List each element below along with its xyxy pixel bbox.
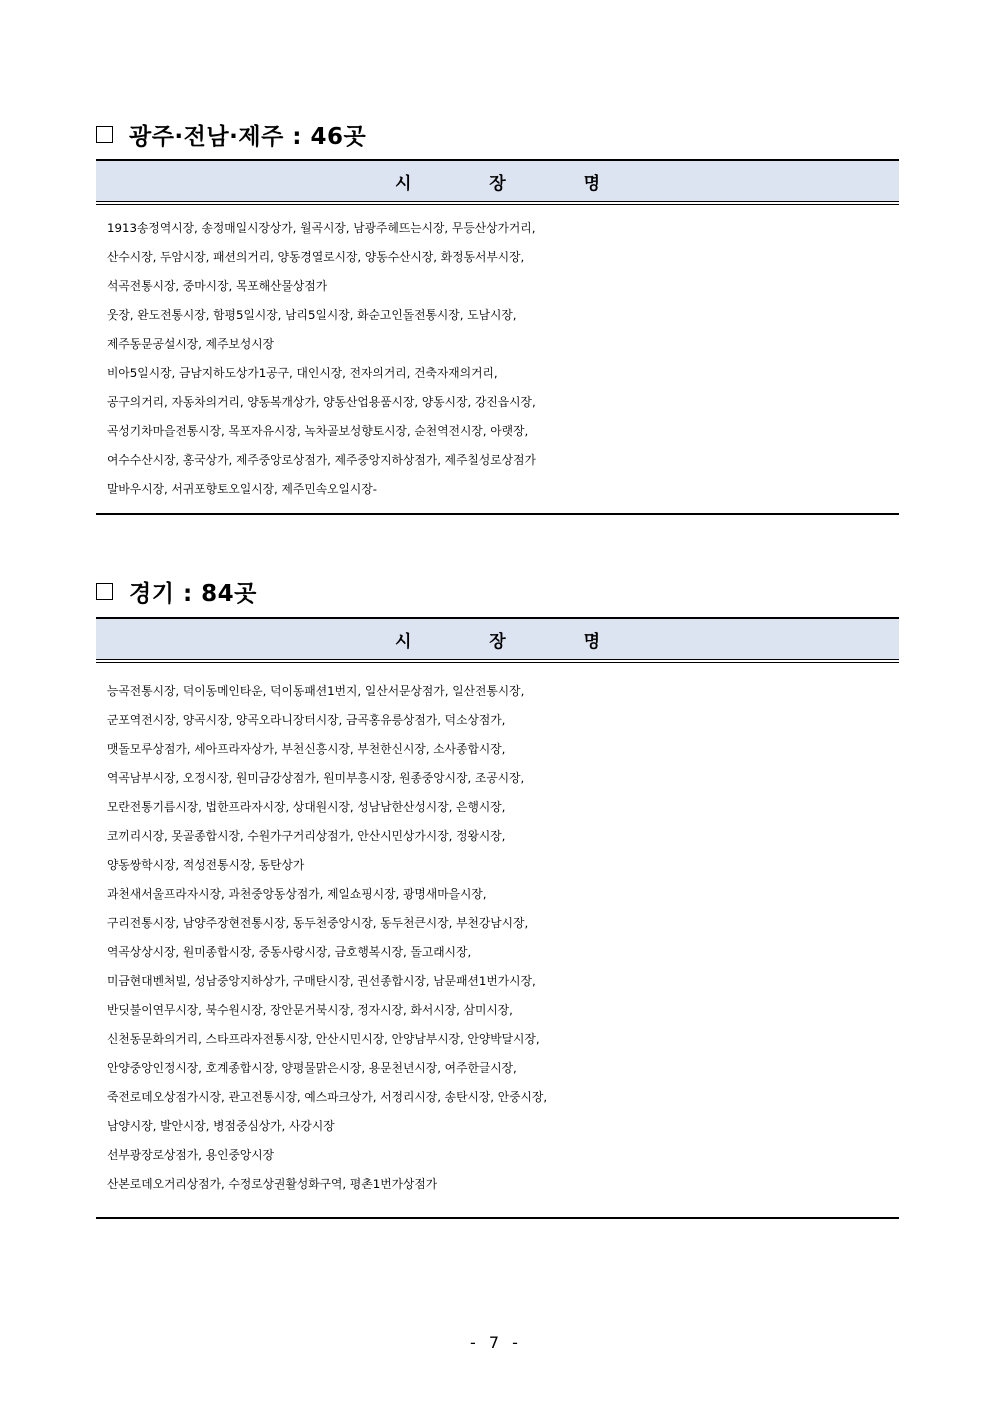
list-item: 신천동문화의거리, 스타프라자전통시장, 안산시민시장, 안양남부시장, 안양박달시장, [107, 1032, 540, 1046]
table-header [96, 617, 899, 660]
checkbox-icon [96, 583, 113, 600]
list-item: 모란전통기름시장, 법한프라자시장, 상대원시장, 성남남한산성시장, 은행시장, [107, 800, 506, 814]
section-title-text: 경기 : 84곳 [129, 581, 257, 607]
table-header [96, 159, 899, 202]
section-title-gwangju [96, 118, 366, 151]
list-item: 여수수산시장, 홍국상가, 제주중앙로상점가, 제주중앙지하상점가, 제주칠성로상점가 [107, 453, 536, 467]
table-header-label: 시 장 명 [394, 631, 637, 652]
list-item: 양동쌍학시장, 적성전통시장, 동탄상가 [107, 858, 305, 872]
market-table-gwangju [96, 159, 899, 515]
table-body [96, 660, 899, 1219]
list-item: 구리전통시장, 남양주장현전통시장, 동두천중앙시장, 동두천큰시장, 부천강남시장, [107, 916, 529, 930]
list-item: 능곡전통시장, 덕이동메인타운, 덕이동패션1번지, 일산서문상점가, 일산전통시장, [107, 684, 525, 698]
list-item: 안양중앙인정시장, 호계종합시장, 양평물맑은시장, 용문천년시장, 여주한글시장, [107, 1061, 517, 1075]
checkbox-icon [96, 126, 113, 143]
list-item: 선부광장로상점가, 용인중앙시장 [107, 1148, 275, 1162]
section-title-text: 광주·전남·제주 : 46곳 [129, 124, 367, 150]
list-item: 제주동문공설시장, 제주보성시장 [107, 337, 275, 351]
list-item: 코끼리시장, 못골종합시장, 수원가구거리상점가, 안산시민상가시장, 정왕시장, [107, 829, 506, 843]
list-item: 석곡전통시장, 중마시장, 목포해산물상점가 [107, 279, 328, 293]
section-title-gyeonggi [96, 575, 257, 608]
table-header-label: 시 장 명 [394, 173, 637, 194]
list-item: 군포역전시장, 양곡시장, 양곡오라니장터시장, 금곡홍유릉상점가, 덕소상점가, [107, 713, 506, 727]
list-item: 웃장, 완도전통시장, 함평5일시장, 남리5일시장, 화순고인돌전통시장, 도남시장, [107, 308, 517, 322]
table-body [96, 202, 899, 515]
list-item: 맷돌모루상점가, 세아프라자상가, 부천신흥시장, 부천한신시장, 소사종합시장, [107, 742, 506, 756]
list-item: 산본로데오거리상점가, 수정로상권활성화구역, 평촌1번가상점가 [107, 1177, 438, 1191]
list-item: 곡성기차마을전통시장, 목포자유시장, 녹차골보성향토시장, 순천역전시장, 아랫장, [107, 424, 529, 438]
list-item: 비아5일시장, 금남지하도상가1공구, 대인시장, 전자의거리, 건축자재의거리, [107, 366, 498, 380]
list-item: 1913송정역시장, 송정매일시장상가, 월곡시장, 남광주헤뜨는시장, 무등산상가거리, [107, 221, 536, 235]
list-item: 역곡상상시장, 원미종합시장, 중동사랑시장, 금호행복시장, 돌고래시장, [107, 945, 472, 959]
list-item: 미금현대벤처빌, 성남중앙지하상가, 구매탄시장, 권선종합시장, 남문패션1번가시장, [107, 974, 536, 988]
list-item: 과천새서울프라자시장, 과천중앙동상점가, 제일쇼핑시장, 광명새마을시장, [107, 887, 487, 901]
page-number: - 7 - [470, 1333, 522, 1352]
list-item: 남양시장, 발안시장, 병점중심상가, 사강시장 [107, 1119, 335, 1133]
list-item: 반딧불이연무시장, 북수원시장, 장안문거북시장, 정자시장, 화서시장, 삼미시장, [107, 1003, 513, 1017]
list-item: 역곡남부시장, 오정시장, 원미금강상점가, 원미부흥시장, 원종중앙시장, 조공시장, [107, 771, 525, 785]
list-item: 산수시장, 두암시장, 패션의거리, 양동경열로시장, 양동수산시장, 화정동서부시장, [107, 250, 525, 264]
market-table-gyeonggi [96, 617, 899, 1219]
list-item: 공구의거리, 자동차의거리, 양동복개상가, 양동산업용품시장, 양동시장, 강진읍시장, [107, 395, 536, 409]
list-item: 죽전로데오상점가시장, 관고전통시장, 예스파크상가, 서정리시장, 송탄시장, 안중시장, [107, 1090, 548, 1104]
list-item: 말바우시장, 서귀포향토오일시장, 제주민속오일시장- [107, 482, 377, 496]
